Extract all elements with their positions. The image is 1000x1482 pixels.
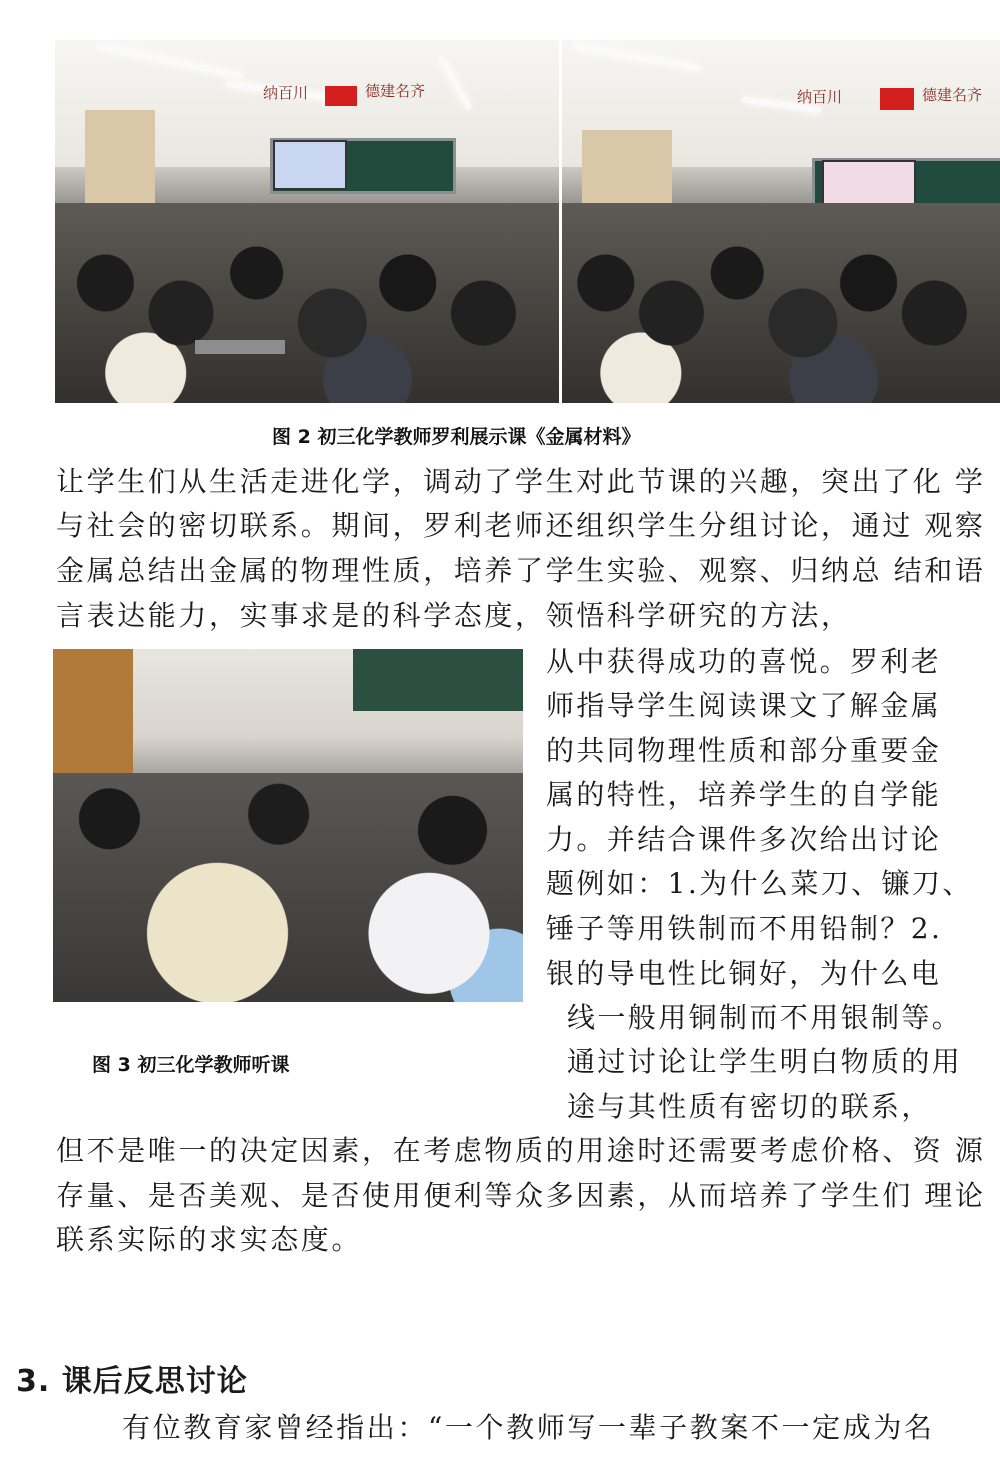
projection-screen — [273, 140, 347, 190]
paragraph-line: 但不是唯一的决定因素，在考虑物质的用途时还需要考虑价格、资 源 — [56, 1134, 986, 1167]
students — [55, 203, 559, 403]
students — [562, 203, 1000, 403]
side-text-line: 通过讨论让学生明白物质的用 — [567, 1045, 963, 1078]
wall-slogan-right: 德建名齐 — [365, 82, 426, 100]
side-text-line: 的共同物理性质和部分重要金 — [546, 734, 942, 767]
figure-3-photo — [53, 649, 523, 1002]
side-text-line: 力。并结合课件多次给出讨论 — [546, 823, 942, 856]
figure-2-caption: 图 2 初三化学教师罗利展示课《金属材料》 — [272, 426, 641, 448]
section-heading: 3. 课后反思讨论 — [16, 1364, 248, 1399]
flag — [325, 86, 357, 106]
paragraph-line: 联系实际的求实态度。 — [56, 1223, 363, 1256]
paragraph-line: 存量、是否美观、是否使用便利等众多因素，从而培养了学生们 理论 — [56, 1179, 986, 1212]
wall-slogan-left: 纳百川 — [797, 88, 843, 106]
side-text-line: 线一般用铜制而不用银制等。 — [567, 1001, 963, 1034]
wall-slogan-left: 纳百川 — [263, 84, 309, 102]
side-text-line: 锤子等用铁制而不用铅制？2. — [546, 912, 943, 945]
side-text-line: 途与其性质有密切的联系， — [567, 1090, 932, 1123]
side-text-line: 银的导电性比铜好，为什么电 — [546, 957, 942, 990]
figure-2-photo-left — [55, 40, 559, 403]
side-text-line: 题例如：1.为什么菜刀、镰刀、 — [546, 867, 973, 900]
figure-3-caption: 图 3 初三化学教师听课 — [92, 1054, 290, 1076]
section-first-line: 有位教育家曾经指出：“一个教师写一辈子教案不一定成为名 — [122, 1411, 935, 1444]
wall-slogan-right: 德建名齐 — [922, 86, 983, 104]
flag — [880, 88, 914, 110]
paragraph-line: 言表达能力，实事求是的科学态度，领悟科学研究的方法， — [56, 599, 852, 632]
side-text-line: 属的特性，培养学生的自学能 — [546, 778, 942, 811]
paragraph-line: 金属总结出金属的物理性质，培养了学生实验、观察、归纳总 结和语 — [56, 554, 986, 587]
students — [53, 773, 523, 1002]
side-text-line: 从中获得成功的喜悦。罗利老 — [546, 645, 942, 678]
desk — [195, 340, 285, 354]
blackboard — [353, 649, 523, 711]
paragraph-line: 与社会的密切联系。期间，罗利老师还组织学生分组讨论，通过 观察 — [56, 509, 986, 542]
figure-2-photo-right — [562, 40, 1000, 403]
side-text-line: 师指导学生阅读课文了解金属 — [546, 689, 942, 722]
paragraph-line: 让学生们从生活走进化学，调动了学生对此节课的兴趣，突出了化 学 — [56, 465, 986, 498]
